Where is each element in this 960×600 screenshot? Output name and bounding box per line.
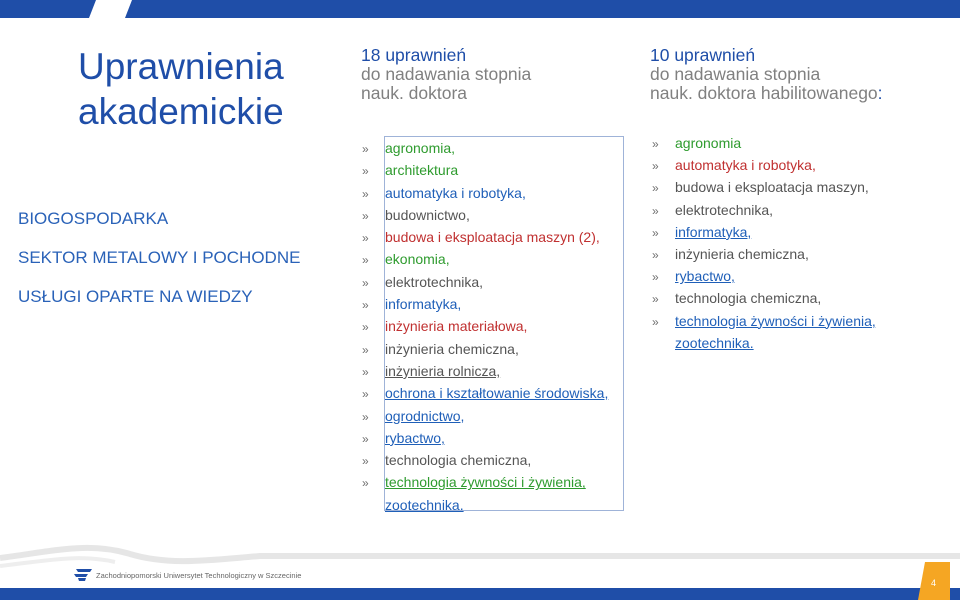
habilitation-right-item [652,245,952,267]
bullet-icon: » [362,231,369,246]
bullet-icon: » [362,431,369,446]
title-line-2: akademickie [78,91,284,132]
doctor-right-item [362,407,632,429]
habilitation-right-item-label: agronomia [675,135,742,151]
habilitation-right-item [652,289,952,311]
doctor-right-item [362,139,632,161]
university-logo [74,568,92,580]
doctor-right-item-label: agronomia, [385,140,456,156]
bullet-icon: » [652,137,659,151]
doctor-right-item [362,295,632,317]
doctor-right-item-label: rybactwo, [385,429,445,446]
bullet-icon: » [362,387,369,402]
habilitation-rights-list [652,134,952,356]
doctor-right-item-label: ogrodnictwo, [385,407,465,424]
habilitation-right-item-label: automatyka i robotyka, [675,157,816,174]
doctor-right-item-label: technologia żywności i żywienia, [385,474,586,491]
doctor-rights-list [362,139,632,518]
bullet-icon: » [652,159,659,174]
top-decoration [0,0,960,18]
doctor-right-item-label: inżynieria materiałowa, [385,318,528,335]
doctor-right-item-label: ekonomia, [385,251,450,268]
footer-decoration [0,540,960,600]
doctor-right-item [362,429,632,451]
bullet-icon: » [362,298,369,313]
bullet-icon: » [362,186,369,201]
habilitation-rights-count: 10 uprawnień [650,45,756,65]
habilitation-right-item-label: technologia żywności i żywienia, [675,312,876,329]
doctor-right-item [362,184,632,206]
bullet-icon: » [362,320,369,335]
habilitation-right-item-label: zootechnika. [675,334,754,351]
habilitation-right-item-label: informatyka, [675,223,752,240]
habilitation-rights-subtitle: do nadawania stopnia [650,64,821,84]
doctor-right-item-label: inżynieria rolnicza, [385,362,501,379]
habilitation-right-item [652,201,952,223]
doctor-right-item [362,473,632,495]
doctor-right-item [362,273,632,295]
bullet-icon: » [362,409,369,424]
doctor-right-item [362,206,632,228]
doctor-right-item-label: budowa i eksploatacja maszyn (2), [385,229,600,246]
habilitation-right-item-label: inżynieria chemiczna, [675,245,809,262]
university-name: Zachodniopomorski Uniwersytet Technologiczny w Szczecinie [96,571,302,580]
title-line-1: Uprawnienia [78,46,284,87]
bullet-icon: » [362,454,369,469]
bullet-icon: » [652,203,659,218]
bullet-icon: » [652,314,659,329]
habilitation-right-item [652,223,952,245]
habilitation-right-item [652,334,952,356]
habilitation-right-item-label: budowa i eksploatacja maszyn, [675,179,869,196]
page-title [78,44,328,134]
habilitation-right-item-label: rybactwo, [675,268,735,285]
doctor-right-item [362,362,632,384]
habilitation-rights-degree: nauk. doktora habilitowanego: [650,83,883,103]
doctor-right-item [362,451,632,473]
bullet-icon: » [362,275,369,290]
doctor-rights-degree: nauk. doktora [361,83,468,103]
bullet-icon: » [652,247,659,262]
bullet-icon: » [652,270,659,285]
doctor-right-item [362,250,632,272]
sector-metalowy: SEKTOR METALOWY I POCHODNE [18,248,301,267]
habilitation-right-item [652,267,952,289]
doctor-right-item-label: zootechnika. [385,496,464,513]
habilitation-right-item [652,134,952,156]
page-number: 4 [931,578,937,588]
bullet-icon: » [362,253,369,268]
bullet-icon: » [362,476,369,491]
sector-biogospodarka: BIOGOSPODARKA [18,209,169,228]
doctor-rights-subtitle: do nadawania stopnia [361,64,532,84]
doctor-right-item [362,317,632,339]
doctor-rights-count: 18 uprawnień [361,45,467,65]
doctor-right-item-label: ochrona i kształtowanie środowiska, [385,385,609,402]
doctor-right-item-label: elektrotechnika, [385,273,484,290]
habilitation-right-item [652,178,952,200]
doctor-rights-heading [361,46,601,103]
bullet-icon: » [362,208,369,223]
doctor-right-item-label: inżynieria chemiczna, [385,340,519,357]
habilitation-right-item-label: elektrotechnika, [675,201,774,218]
doctor-right-item [362,384,632,406]
doctor-right-item [362,496,632,518]
doctor-right-item-label: informatyka, [385,296,462,313]
doctor-right-item [362,161,632,183]
bullet-icon: » [652,292,659,307]
doctor-right-item-label: architektura [385,162,459,179]
bullet-icon: » [652,181,659,196]
habilitation-right-item [652,312,952,334]
doctor-right-item [362,228,632,250]
habilitation-right-item-label: technologia chemiczna, [675,290,822,307]
sector-list [18,206,318,323]
sector-uslugi: USŁUGI OPARTE NA WIEDZY [18,287,253,306]
habilitation-rights-heading [650,46,950,103]
doctor-right-item-label: technologia chemiczna, [385,452,532,469]
doctor-right-item-label: automatyka i robotyka, [385,184,526,201]
bullet-icon: » [362,342,369,357]
doctor-right-item-label: budownictwo, [385,206,470,223]
bullet-icon: » [362,142,369,156]
bullet-icon: » [362,164,369,179]
bullet-icon: » [362,364,369,379]
bullet-icon: » [652,225,659,240]
habilitation-right-item [652,156,952,178]
doctor-right-item [362,340,632,362]
